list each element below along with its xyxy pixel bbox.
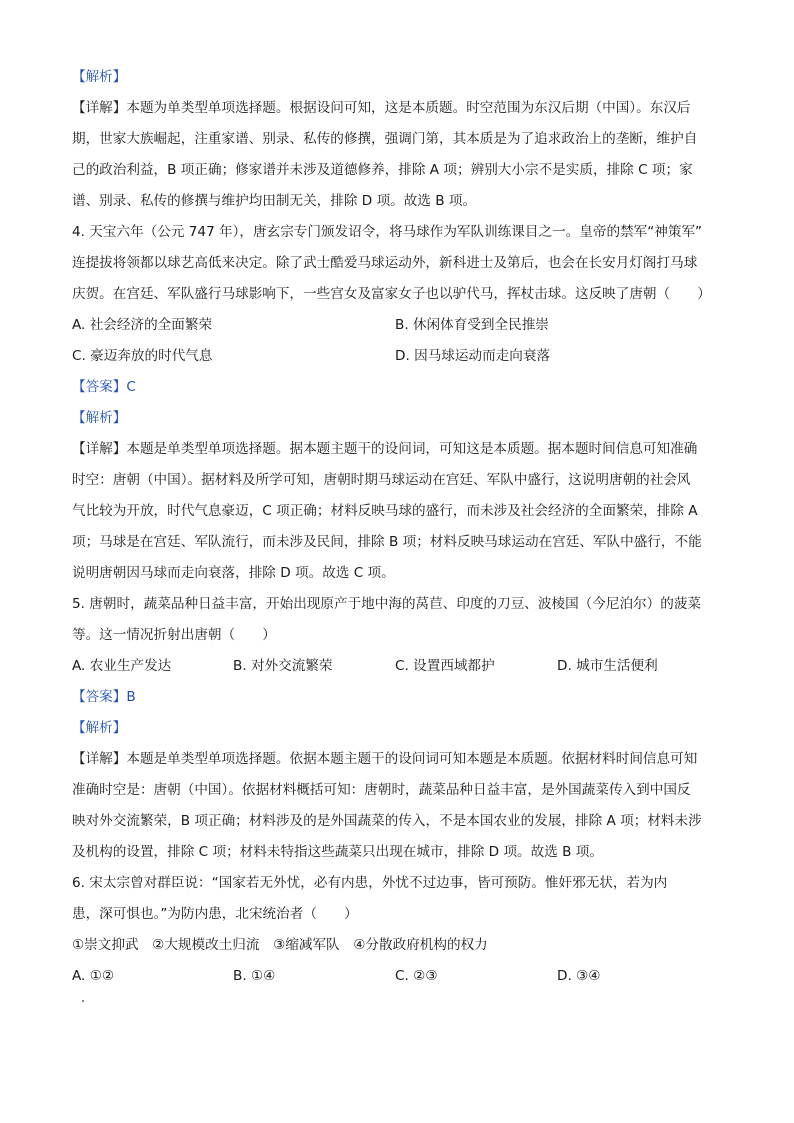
q5-stem-line: 等。这一情况折射出唐朝（ ） [72, 627, 276, 643]
q4-detail-line: 时空：唐朝（中国）。据材料及所学可知，唐朝时期马球运动在宫廷、军队中盛行，这说明唐朝的社会风 [72, 472, 691, 488]
q4-stem-line: 庆贺。在宫廷、军队盛行马球影响下，一些宫女及富家女子也以驴代马，挥杖击球。这反映了唐朝（ ） [72, 286, 711, 302]
q4-options-row-1 [72, 310, 726, 341]
q4-option-c: C. 豪迈奔放的时代气息 [72, 348, 213, 364]
document-page [72, 62, 726, 992]
q5-option-c: C. 设置西域都护 [395, 658, 495, 674]
s1-detail [72, 93, 726, 217]
q5-detail-line: 【详解】本题是单类型单项选择题。依据本题主题干的设问词可知本题是本质题。依据材料时间信息可知 [72, 751, 698, 767]
q4-options-row-2 [72, 341, 726, 372]
q4-option-b: B. 休闲体育受到全民推崇 [395, 317, 549, 333]
s1-detail-line: 己的政治利益，B 项正确；修家谱并未涉及道德修养，排除 A 项；辨别大小宗不是实质，排除 C 项；家 [72, 162, 693, 178]
q5-detail [72, 744, 726, 868]
q6-stem-line: 患，深可惧也。”为防内患，北宋统治者（ ） [72, 906, 358, 922]
q4-option-a: A. 社会经济的全面繁荣 [72, 317, 213, 333]
s1-detail-line: 【详解】本题为单类型单项选择题。根据设问可知，这是本质题。时空范围为东汉后期（中国）。东汉后 [72, 100, 691, 116]
q5-detail-line: 映对外交流繁荣，B 项正确；材料涉及的是外国蔬菜的传入，不是本国农业的发展，排除 A 项；材料未涉 [72, 813, 702, 829]
q4-option-d: D. 因马球运动而走向衰落 [395, 348, 551, 364]
q4-detail-line: 说明唐朝因马球而走向衰落，排除 D 项。故选 C 项。 [72, 565, 395, 581]
q5-option-b: B. 对外交流繁荣 [233, 658, 333, 674]
q6-stem [72, 868, 726, 930]
q6-stem-line: 6. 宋太宗曾对群臣说：“国家若无外忧，必有内患，外忧不过边事，皆可预防。惟奸邪无状，若为内 [72, 875, 668, 891]
q5-detail-line: 准确时空是：唐朝（中国）。依据材料概括可知：唐朝时，蔬菜品种日益丰富，是外国蔬菜传入到中国反 [72, 782, 691, 798]
s1-detail-line: 期，世家大族崛起，注重家谱、别录、私传的修撰，强调门第，其本质是为了追求政治上的垄断，维护自 [72, 131, 698, 147]
q5-option-d: D. 城市生活便利 [557, 658, 658, 674]
q4-detail-line: 气比较为开放，时代气息豪迈，C 项正确；材料反映马球的盛行，而未涉及社会经济的全面繁荣，排除 A [72, 503, 698, 519]
q6-items: ①崇文抑武 ②大规模改土归流 ③缩减军队 ④分散政府机构的权力 [72, 937, 488, 953]
q4-answer: 【答案】C [72, 379, 136, 395]
q6-option-a: A. ①② [72, 968, 115, 984]
s1-detail-line: 谱、别录、私传的修撰与维护均田制无关，排除 D 项。故选 B 项。 [72, 193, 477, 209]
q4-stem [72, 217, 726, 310]
q4-detail-line: 【详解】本题是单类型单项选择题。据本题主题干的设问词，可知这是本质题。据本题时间信息可知准确 [72, 441, 698, 457]
q4-analysis-label: 【解析】 [72, 410, 127, 426]
stray-mark [82, 1000, 84, 1002]
q5-option-a: A. 农业生产发达 [72, 658, 172, 674]
q5-stem-line: 5. 唐朝时，蔬菜品种日益丰富，开始出现原产于地中海的莴苣、印度的刀豆、波棱国（今尼泊尔）的菠菜 [72, 596, 702, 612]
q4-stem-line: 连提拔将领都以球艺高低来决定。除了武士酷爱马球运动外，新科进士及第后，也会在长安月灯阁打马球 [72, 255, 698, 271]
q6-option-d: D. ③④ [557, 968, 601, 984]
q5-analysis-label: 【解析】 [72, 720, 127, 736]
q6-options-row [72, 961, 726, 992]
q5-options-row [72, 651, 726, 682]
q5-answer: 【答案】B [72, 689, 136, 705]
q4-detail [72, 434, 726, 589]
q5-detail-line: 及机构的设置，排除 C 项；材料未特指这些蔬菜只出现在城市，排除 D 项。故选 B 项。 [72, 844, 603, 860]
q6-option-c: C. ②③ [395, 968, 438, 984]
q4-detail-line: 项；马球是在宫廷、军队流行，而未涉及民间，排除 B 项；材料反映马球运动在宫廷、军队中盛行，不能 [72, 534, 702, 550]
q4-stem-line: 4. 天宝六年（公元 747 年），唐玄宗专门颁发诏令，将马球作为军队训练课目之一。皇帝的禁军“神策军” [72, 224, 703, 240]
q5-stem [72, 589, 726, 651]
s1-analysis-label: 【解析】 [72, 69, 127, 85]
q6-option-b: B. ①④ [233, 968, 276, 984]
